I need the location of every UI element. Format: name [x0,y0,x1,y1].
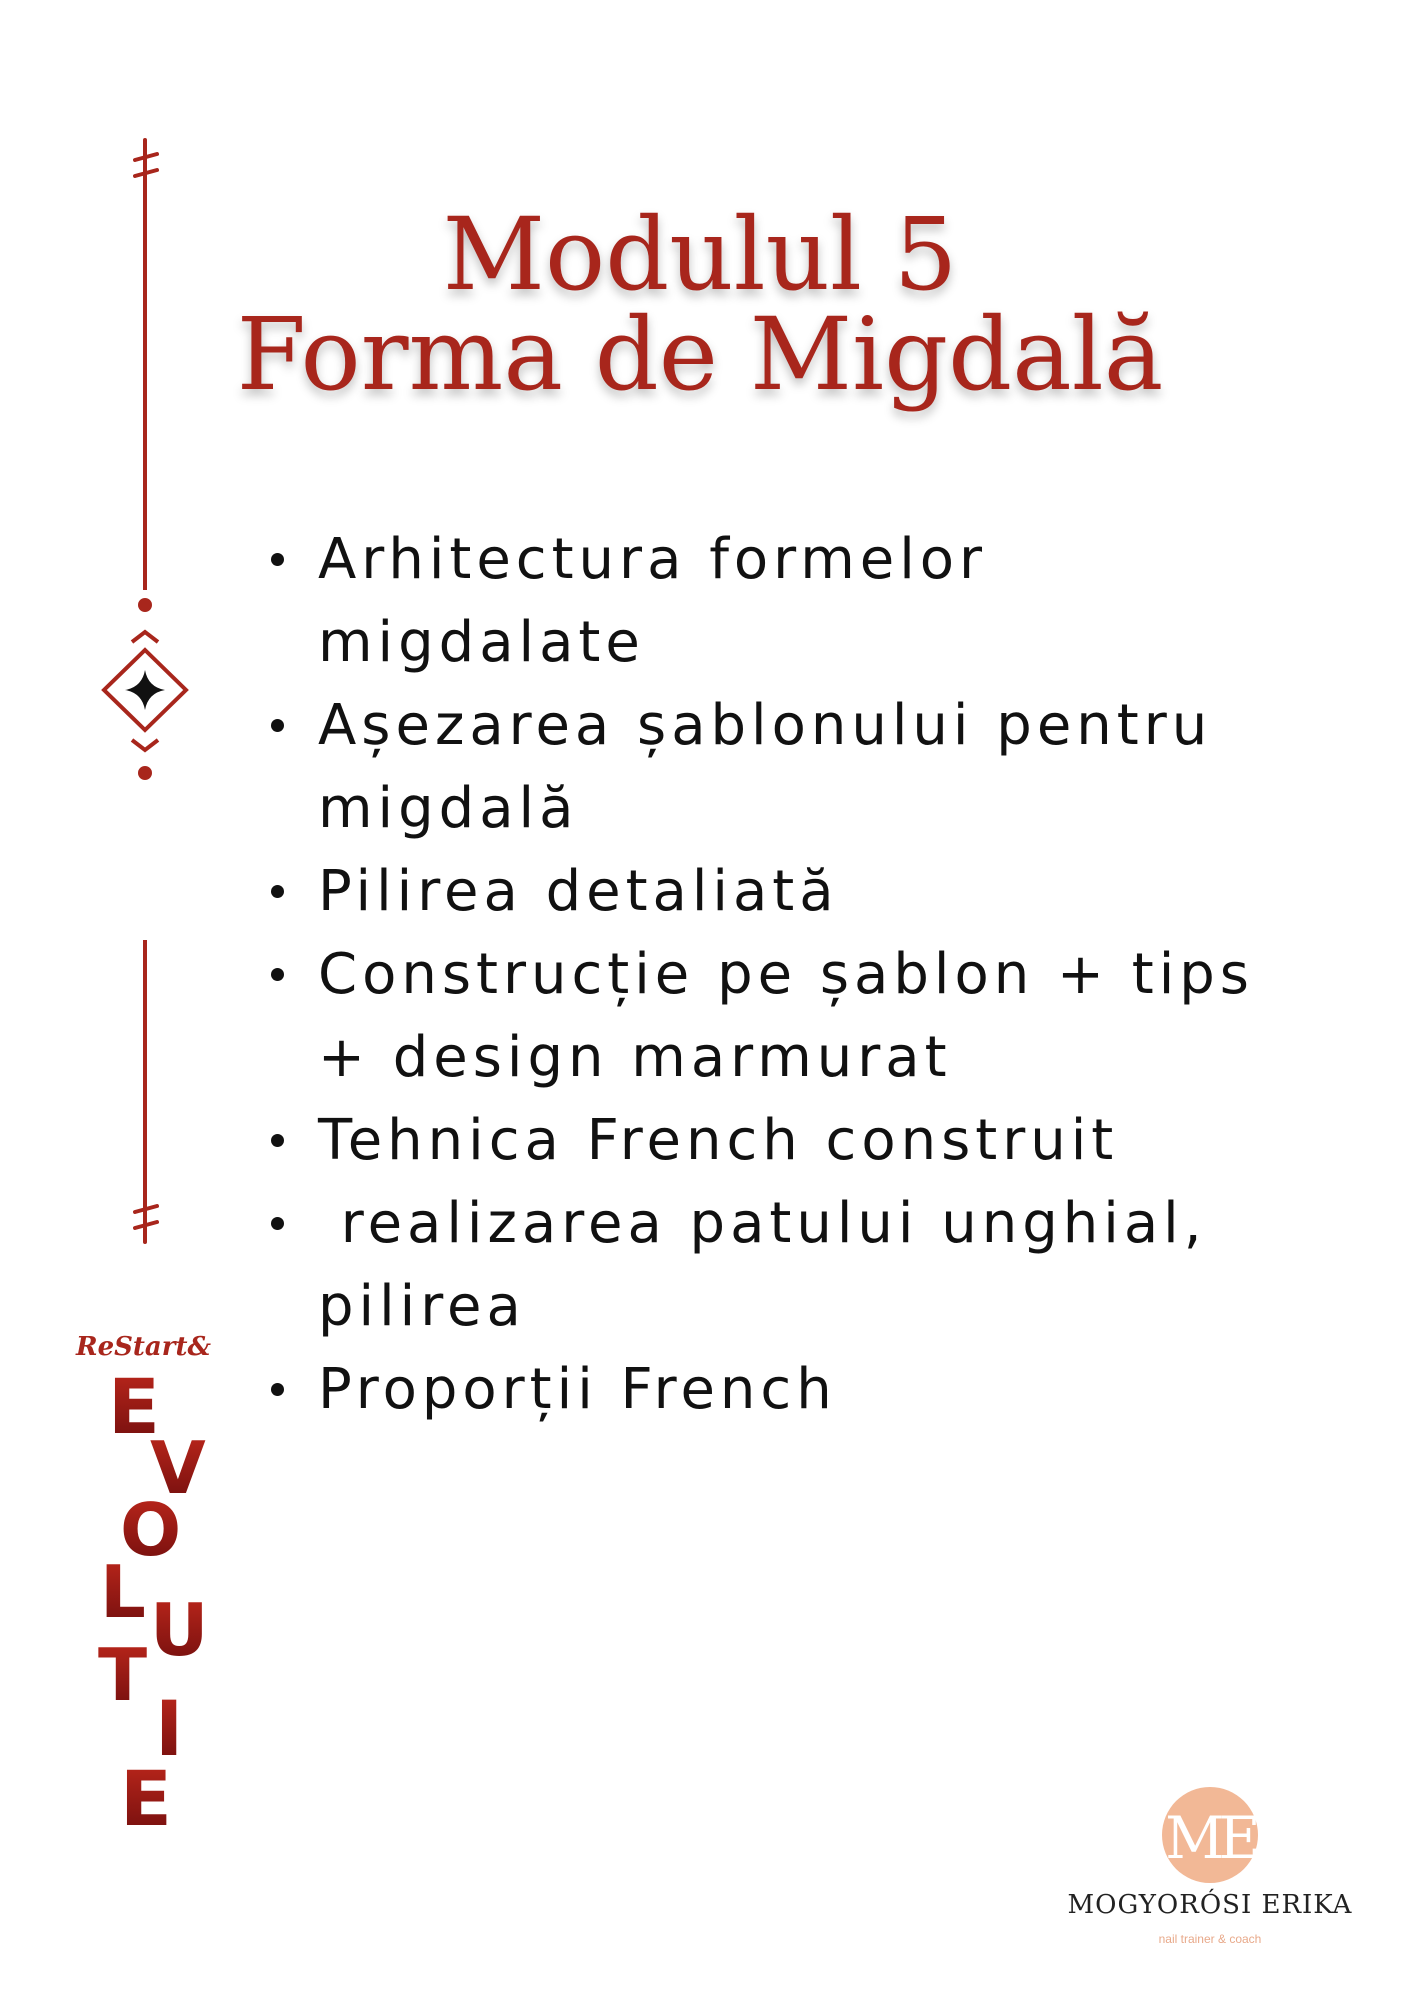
list-item-text: Pilirea detaliată [318,859,839,924]
logo-letter: T [98,1633,148,1717]
list-item [265,850,1285,933]
list-item [265,1348,1285,1431]
list-item-text: migdală [318,776,579,841]
monogram-text: ME [1165,1804,1255,1872]
logo-letter: E [120,1754,172,1843]
logo-letter: E [108,1362,160,1451]
topics-list [265,518,1285,1431]
restart-evolutie-logo [70,1325,220,1845]
ornament-divider-icon [80,130,210,1250]
logo-restart: ReStart& [76,1332,211,1362]
page-title [230,196,1170,413]
logo-letter: O [120,1488,182,1572]
list-item [265,1182,1285,1348]
author-name: MOGYORÓSI ERIKA [1067,1890,1353,1920]
list-item-text: Arhitectura formelor [318,527,988,592]
logo-letter: L [100,1550,146,1634]
list-item-text: Așezarea șablonului pentru [318,693,1213,758]
logo-letter: U [150,1588,209,1672]
list-item-text: + design marmurat [318,1025,952,1090]
title-line-1: Modulul 5 [442,196,958,313]
list-item [265,518,1285,684]
list-item-text: Construcție pe șablon + tips [318,942,1254,1007]
list-item-text: Proporții French [318,1357,837,1422]
list-item-text: realizarea patului unghial, [318,1191,1207,1256]
list-item [265,1099,1285,1182]
list-item [265,684,1285,850]
list-item [265,933,1285,1099]
list-item-text: Tehnica French construit [318,1108,1119,1173]
logo-letter: V [150,1426,206,1510]
logo-letter: I [155,1684,184,1773]
list-item-text: pilirea [318,1274,526,1339]
title-line-2: Forma de Migdală [236,296,1164,413]
author-tagline: nail trainer & coach [1158,1932,1262,1946]
list-item-text: migdalate [318,610,645,675]
